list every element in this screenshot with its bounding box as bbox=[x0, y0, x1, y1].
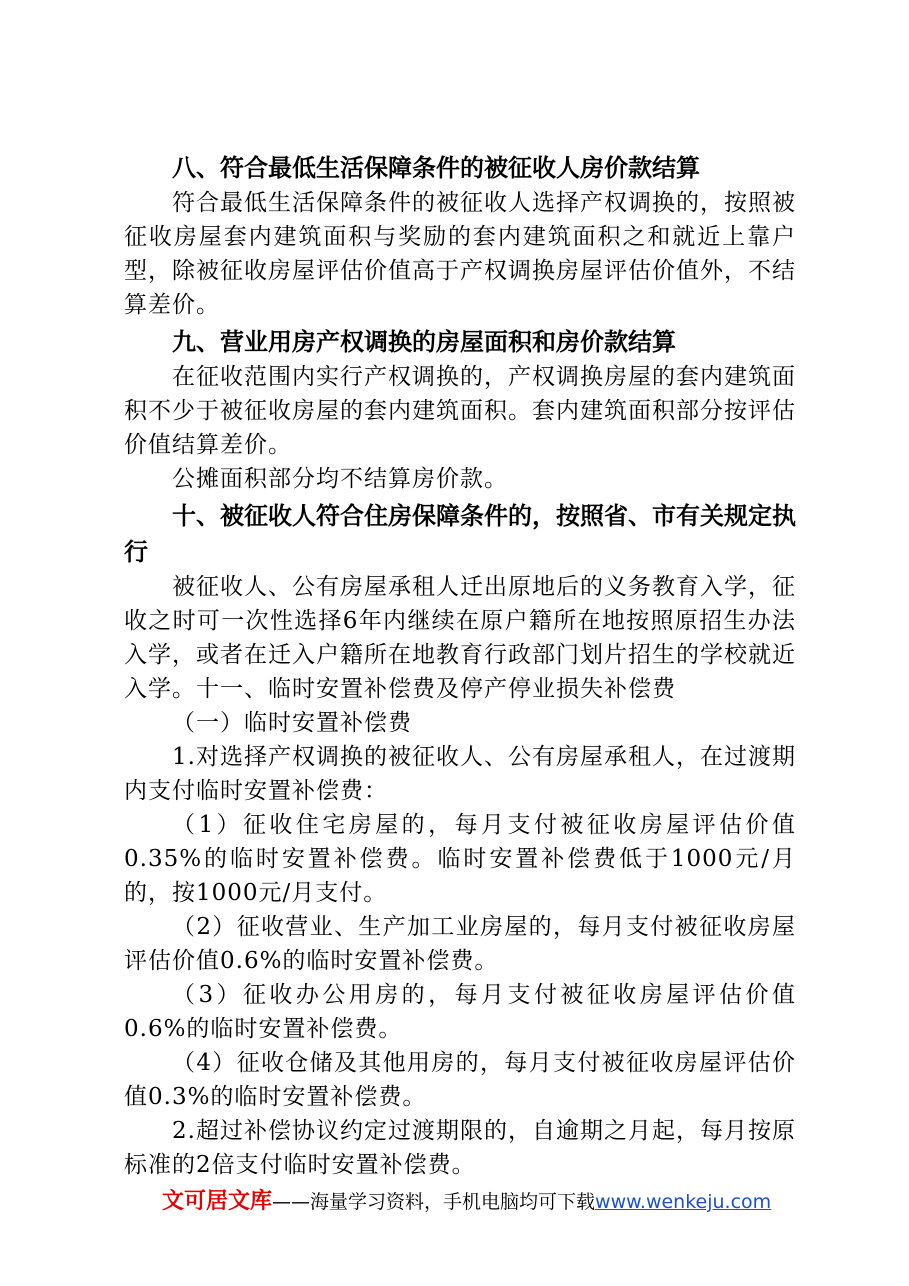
section-heading-8: 八、符合最低生活保障条件的被征收人房价款结算 bbox=[172, 154, 700, 182]
paragraph: 1.对选择产权调换的被征收人、公有房屋承租人，在过渡期内支付临时安置补偿费： bbox=[124, 744, 796, 804]
section-heading-9: 九、营业用房产权调换的房屋面积和房价款结算 bbox=[172, 328, 676, 356]
paragraph: 被征收人、公有房屋承租人迁出原地后的义务教育入学，征收之时可一次性选择6年内继续在原户籍所在地按照原招生办法入学，或者在迁入户籍所在地教育行政部门划片招生的学校就近入学。十一、临时安置补偿费及停产停业损失补偿费 bbox=[124, 574, 796, 702]
paragraph: 符合最低生活保障条件的被征收人选择产权调换的，按照被征收房屋套内建筑面积与奖励的套内建筑面积之和就近上靠户型，除被征收房屋评估价值高于产权调换房屋评估价值外，不结算差价。 bbox=[124, 190, 796, 318]
paragraph: 公摊面积部分均不结算房价款。 bbox=[172, 466, 508, 492]
paragraph: 2.超过补偿协议约定过渡期限的，自逾期之月起，每月按原标准的2倍支付临时安置补偿费。 bbox=[124, 1118, 796, 1178]
footer-link[interactable]: www.wenkeju.com bbox=[595, 1191, 772, 1213]
paragraph: 在征收范围内实行产权调换的，产权调换房屋的套内建筑面积不少于被征收房屋的套内建筑面积。套内建筑面积部分按评估价值结算差价。 bbox=[124, 364, 796, 458]
list-item: （4）征收仓储及其他用房的，每月支付被征收房屋评估价值0.3%的临时安置补偿费。 bbox=[124, 1050, 796, 1110]
section-heading-10: 十、被征收人符合住房保障条件的，按照省、市有关规定执行 bbox=[124, 502, 796, 566]
list-item: （2）征收营业、生产加工业房屋的，每月支付被征收房屋评估价值0.6%的临时安置补偿费。 bbox=[124, 914, 796, 974]
footer-tagline: ——海量学习资料，手机电脑均可下载 bbox=[272, 1191, 596, 1213]
list-item: （3）征收办公用房的，每月支付被征收房屋评估价值0.6%的临时安置补偿费。 bbox=[124, 982, 796, 1042]
footer-banner bbox=[162, 1184, 802, 1215]
footer-brand: 文可居文库 bbox=[162, 1189, 273, 1214]
list-item: （1）征收住宅房屋的，每月支付被征收房屋评估价值0.35%的临时安置补偿费。临时安置补偿费低于1000元/月的，按1000元/月支付。 bbox=[124, 812, 796, 906]
subsection-heading: （一）临时安置补偿费 bbox=[172, 710, 412, 736]
document-body bbox=[124, 150, 796, 1182]
